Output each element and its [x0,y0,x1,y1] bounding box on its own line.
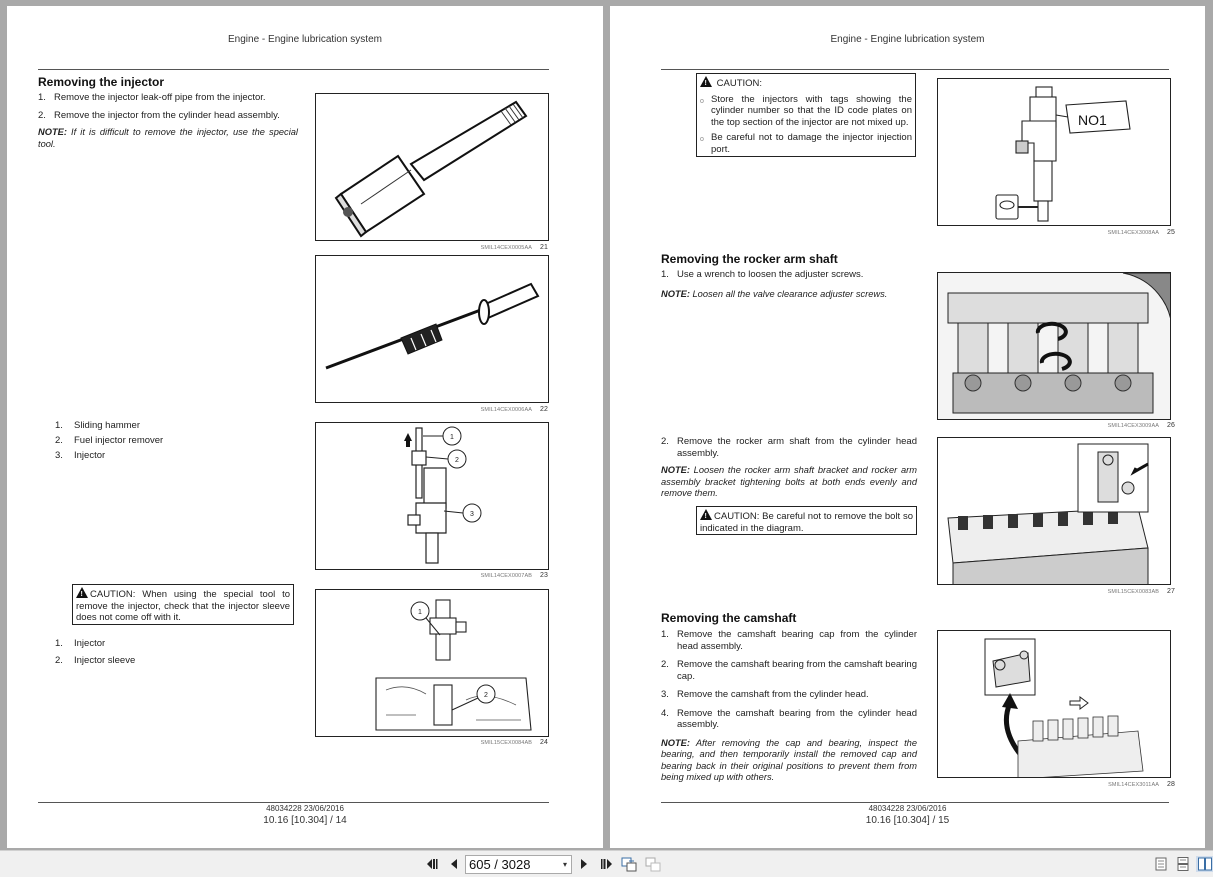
fit-page-button[interactable] [621,856,637,872]
figure-caption: SMIL14CEX0006AA 22 [480,406,548,413]
continuous-view-button[interactable] [1175,856,1191,872]
legend-list [55,638,135,666]
step-list [38,92,298,150]
note: NOTE: Loosen all the valve clearance adjuster screws. [661,288,888,299]
rocker-adjusters-illustration [938,273,1171,420]
caution-box: !CAUTION: When using the special tool to remove the injector, check that the injector sleeve does not come off with it. [72,584,294,625]
single-page-icon [1155,857,1167,871]
legend-item: 1. Sliding hammer [55,420,140,431]
header-rule [38,69,549,70]
legend-item: 1. Injector [55,638,106,649]
rotate-view-button[interactable] [645,856,661,872]
chevron-down-icon: ▾ [562,860,567,869]
footer-rule [661,802,1169,803]
page-footer: 48034228 23/06/2016 10.16 [10.304] / 15 [865,804,950,826]
figure-injector-tag [937,78,1171,226]
step-list [661,269,917,300]
section-title: Removing the rocker arm shaft [661,252,838,266]
caution-bullet: o Be careful not to damage the injector injection port. [700,132,912,155]
step-item: 1. Use a wrench to loosen the adjuster screws. [661,269,864,280]
svg-text:NO1: NO1 [1078,112,1107,128]
page-layout-alt-icon [645,857,661,872]
injector-sleeve-illustration [316,590,549,737]
svg-text:2: 2 [484,692,488,699]
figure-caption: SMIL14CEX0007AB 23 [480,572,548,579]
caution-box: ! CAUTION: o Store the injectors with tags showing the cylinder number so that the ID code plates on the top section of the injector are not mixed up. o Be careful not to damage the injector injection port. [696,73,916,157]
camshaft-removal-illustration [938,631,1171,778]
figure-caption: SMIL15CEX0084AB 24 [480,739,548,746]
legend-item: 3. Injector [55,450,106,461]
injector-tag-illustration [938,79,1171,226]
step-list [661,629,917,784]
note: NOTE: If it is difficult to remove the injector, use the special tool. [38,127,298,149]
last-page-icon [599,858,613,870]
prev-page-button[interactable] [446,856,462,872]
viewer-toolbar [0,850,1213,877]
prev-page-icon [449,858,459,870]
special-tool-illustration [316,94,549,241]
svg-text:1: 1 [450,434,454,441]
figure-camshaft-removal [937,630,1171,778]
figure-caption: SMIL14CEX0005AA 21 [480,244,548,251]
header-rule [661,69,1169,70]
step-item: 1. Remove the injector leak-off pipe from the injector. [38,92,266,103]
warning-icon [700,509,712,520]
page-layout-icon [621,857,637,872]
last-page-button[interactable] [598,856,614,872]
caution-bullet-list [700,94,912,156]
section-title: Removing the injector [38,75,165,89]
running-header: Engine - Engine lubrication system [830,34,985,45]
svg-text:2: 2 [455,457,459,464]
figure-caption: SMIL14CEX3009AA 26 [1107,422,1175,429]
next-page-icon [579,858,589,870]
document-page-left [7,6,603,848]
step-item: 2. Remove the rocker arm shaft from the cylinder head assembly. [661,436,917,459]
svg-text:1: 1 [418,609,422,616]
warning-icon [700,76,712,87]
caution-bullet: o Store the injectors with tags showing the cylinder number so that the ID code plates on the top section of the injector are not mixed up. [700,93,912,128]
legend-list [55,420,163,461]
sliding-hammer-illustration [316,256,549,403]
injector-removal-illustration [316,423,549,570]
footer-rule [38,802,549,803]
figure-injector-removal [315,422,549,570]
note: NOTE: After removing the cap and bearing, inspect the bearing, and then temporarily install the removed cap and bearing back in their original positions to prevent them from being mixed up with others. [661,737,917,782]
figure-rocker-shaft-bolts [937,437,1171,585]
figure-injector-sleeve [315,589,549,737]
page-number-select[interactable]: 605 / 3028 ▾ [465,855,572,874]
figure-caption: SMIL14CEX3008AA 25 [1107,229,1175,236]
step-item: 1. Remove the camshaft bearing cap from the cylinder head assembly. [661,629,917,652]
two-page-icon [1198,857,1212,871]
figure-sliding-hammer [315,255,549,403]
step-item: 2. Remove the injector from the cylinder head assembly. [38,109,280,121]
step-item: 3. Remove the camshaft from the cylinder head. [661,689,869,700]
step-item: 4. Remove the camshaft bearing from the cylinder head assembly. [661,707,917,730]
legend-item: 2. Injector sleeve [55,655,136,666]
legend-item: 2. Fuel injector remover [55,435,164,446]
rocker-shaft-bolts-illustration [938,438,1171,585]
svg-text:3: 3 [470,511,474,518]
warning-icon [76,587,88,598]
first-page-icon [426,858,440,870]
two-page-view-button[interactable] [1196,856,1213,872]
step-list [661,436,917,500]
note: NOTE: Loosen the rocker arm shaft bracket and rocker arm assembly bracket tightening bolts at both ends evenly and remove them. [661,465,917,498]
page-footer: 48034228 23/06/2016 10.16 [10.304] / 14 [263,804,347,826]
caution-box: !CAUTION: Be careful not to remove the bolt so indicated in the diagram. [696,506,917,535]
continuous-page-icon [1177,857,1189,871]
figure-special-tool [315,93,549,241]
section-title: Removing the camshaft [661,611,797,625]
document-page-right [610,6,1205,848]
running-header: Engine - Engine lubrication system [228,34,382,45]
figure-rocker-adjusters [937,272,1171,420]
single-page-view-button[interactable] [1153,856,1169,872]
figure-caption: SMIL15CEX0083AB 27 [1107,588,1175,595]
first-page-button[interactable] [425,856,441,872]
step-item: 2. Remove the camshaft bearing from the camshaft bearing cap. [661,659,917,682]
figure-caption: SMIL14CEX3011AA 28 [1108,781,1175,788]
next-page-button[interactable] [576,856,592,872]
